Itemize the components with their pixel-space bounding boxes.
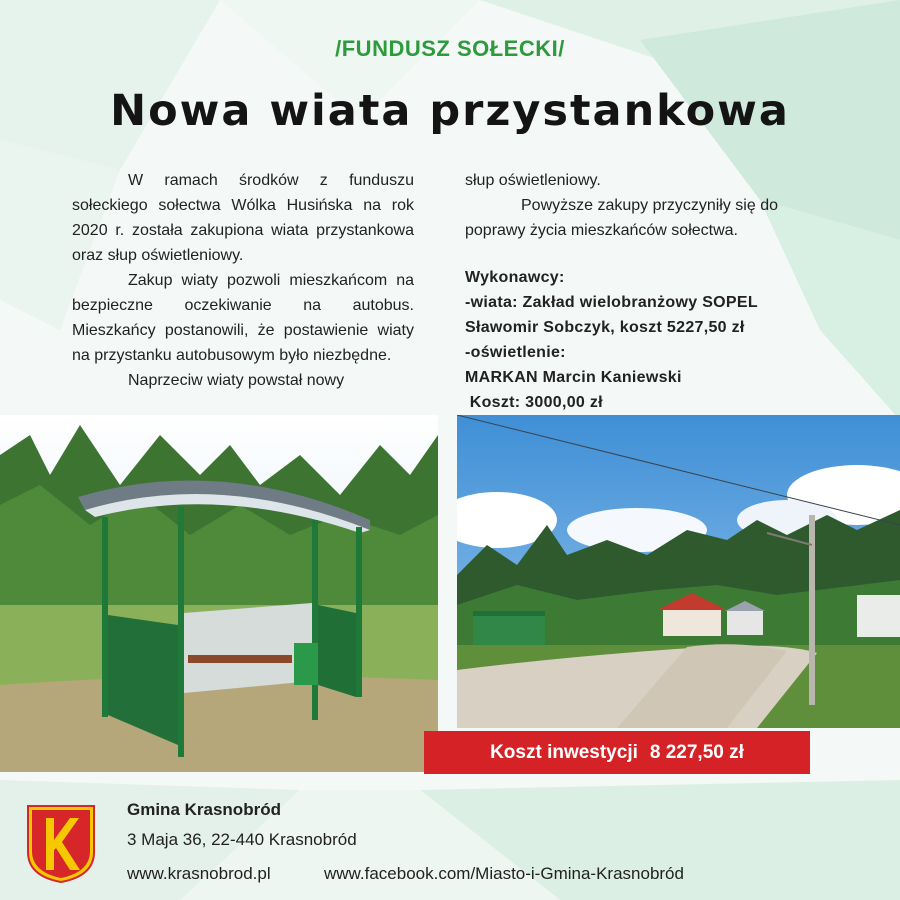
page-title: Nowa wiata przystankowa <box>110 86 790 136</box>
facebook-link[interactable]: www.facebook.com/Miasto-i-Gmina-Krasnobród <box>324 864 684 883</box>
website-link[interactable]: www.krasnobrod.pl <box>127 864 271 883</box>
article-paragraph: W ramach środków z funduszu sołeckiego sołectwa Wólka Husińska na rok 2020 r. została zakupiona wiata przystankowa oraz słup oświetleniowy. <box>72 172 414 264</box>
contractor-line: -oświetlenie: <box>465 344 566 361</box>
article-left-column <box>72 168 414 393</box>
contractor-line: -wiata: Zakład wielobranżowy SOPEL <box>465 294 758 311</box>
municipality-address: 3 Maja 36, 22-440 Krasnobród <box>127 830 357 849</box>
article-paragraph: Zakup wiaty pozwoli mieszkańcom na bezpieczne oczekiwanie na autobus. Mieszkańcy postanowili, że postawienie wiaty na przystanku autobusowym było niezbędne. <box>72 272 414 364</box>
contractor-line: MARKAN Marcin Kaniewski <box>465 369 682 386</box>
article-paragraph: Powyższe zakupy przyczyniły się do poprawy życia mieszkańców sołectwa. <box>465 197 778 239</box>
coat-of-arms-icon <box>26 804 96 884</box>
photo-bus-shelter <box>0 415 438 772</box>
article-continuation: słup oświetleniowy. <box>465 172 601 189</box>
contractors-heading: Wykonawcy: <box>465 269 565 286</box>
contractors-block <box>465 265 835 415</box>
contractor-line: Koszt: 3000,00 zł <box>465 394 603 411</box>
contractor-line: Sławomir Sobczyk, koszt 5227,50 zł <box>465 319 745 336</box>
investment-cost-banner <box>424 731 810 774</box>
municipality-name: Gmina Krasnobród <box>127 800 281 819</box>
section-tag: /FUNDUSZ SOŁECKI/ <box>335 36 565 61</box>
cost-value: 8 227,50 zł <box>649 741 744 763</box>
article-paragraph: Naprzeciw wiaty powstał nowy <box>128 372 345 389</box>
cost-label: Koszt inwestycji <box>490 741 638 763</box>
photo-road-lamp-post <box>457 415 900 728</box>
article-right-column <box>465 168 835 415</box>
